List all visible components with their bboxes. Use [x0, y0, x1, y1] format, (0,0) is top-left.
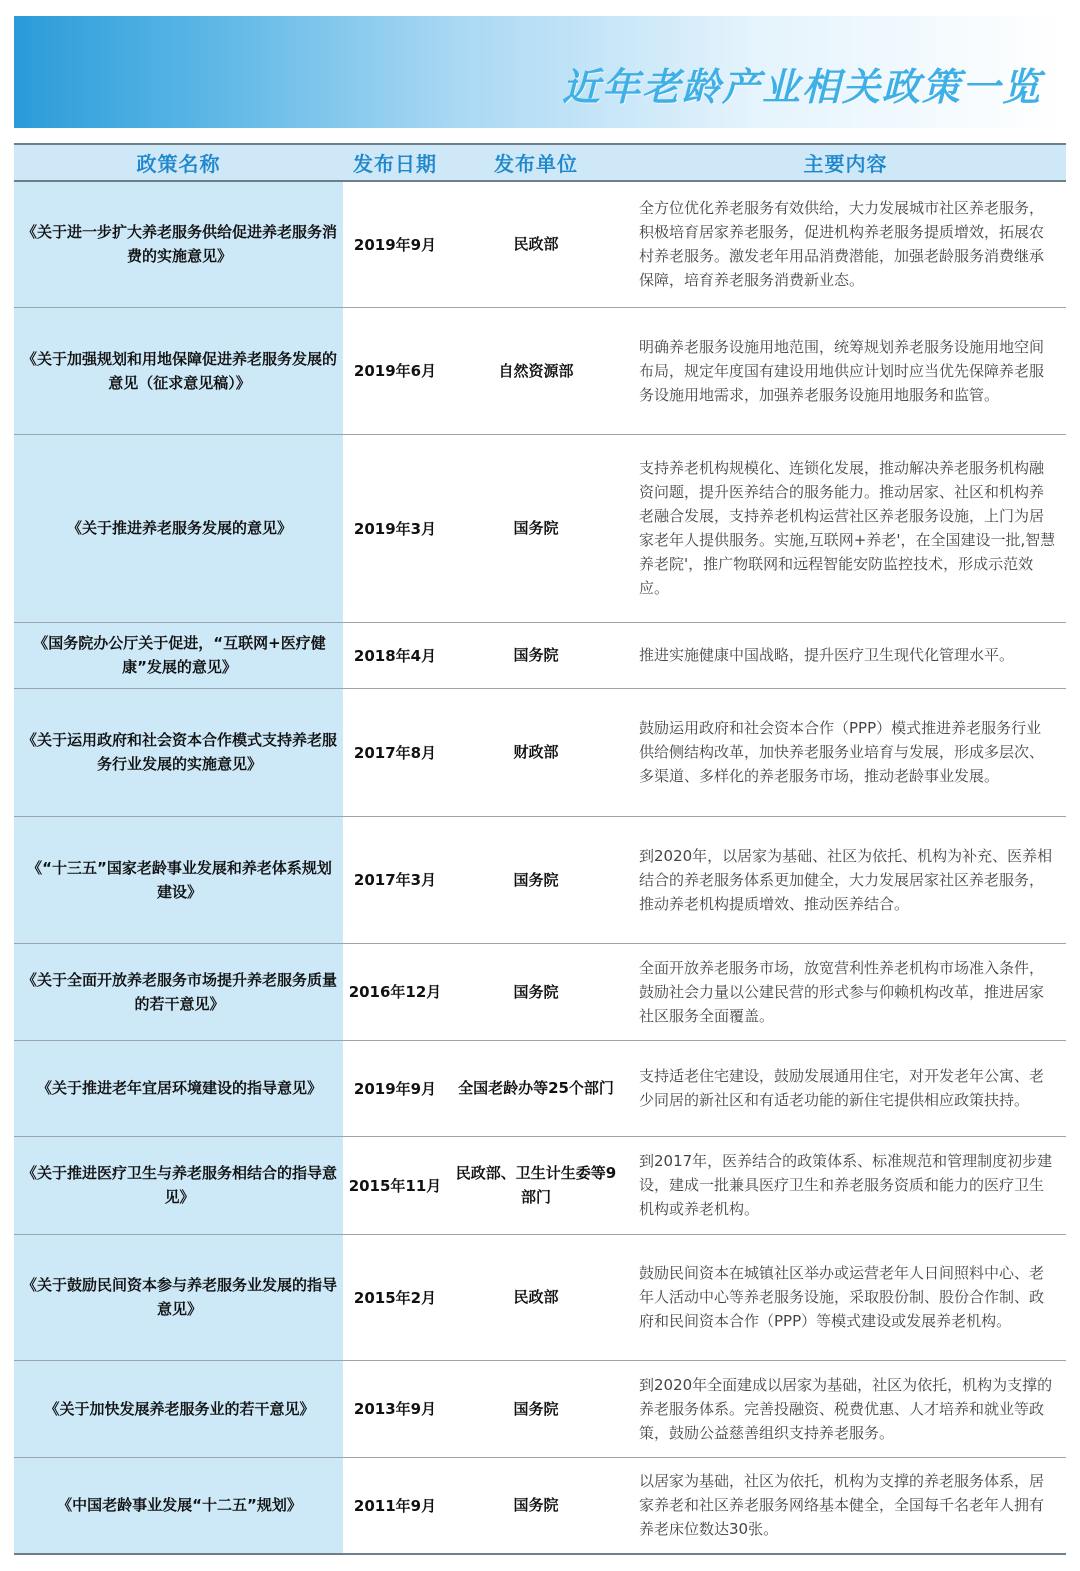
policy-name: 《“十三五”国家老龄事业发展和养老体系规划建设》	[14, 816, 343, 943]
table-row	[14, 1360, 1066, 1457]
policy-name: 《关于推进医疗卫生与养老服务相结合的指导意见》	[14, 1136, 343, 1234]
policy-name: 《关于加快发展养老服务业的若干意见》	[14, 1360, 343, 1457]
table-row	[14, 943, 1066, 1040]
publish-date: 2013年9月	[353, 1400, 437, 1418]
publish-date: 2018年4月	[353, 646, 437, 665]
publisher: 民政部、卫生计生委等9部门	[455, 1164, 617, 1206]
table-row	[14, 1234, 1066, 1360]
table-row	[14, 1136, 1066, 1234]
page-title: 近年老龄产业相关政策一览	[561, 65, 1042, 109]
publisher: 财政部	[513, 743, 559, 761]
table-header-row	[14, 144, 1066, 181]
main-content: 支持适老住宅建设，鼓励发展通用住宅，对开发老年公寓、老少同居的新社区和有适老功能的新住宅提供相应政策扶持。	[639, 1067, 1045, 1109]
publisher: 国务院	[513, 646, 559, 664]
policy-name: 《关于推进养老服务发展的意见》	[14, 434, 343, 622]
publish-date: 2019年9月	[353, 1079, 437, 1098]
title-banner	[14, 16, 1066, 128]
policy-name: 《关于推进老年宜居环境建设的指导意见》	[14, 1040, 343, 1136]
main-content: 推进实施健康中国战略，提升医疗卫生现代化管理水平。	[639, 646, 1015, 664]
main-content: 全方位优化养老服务有效供给，大力发展城市社区养老服务，积极培育居家养老服务，促进机构养老服务提质增效，拓展农村养老服务。激发老年用品消费潜能，加强老龄服务消费继承保障，培育养老服务消费新业态。	[639, 199, 1045, 290]
main-content: 全面开放养老服务市场，放宽营利性养老机构市场准入条件，鼓励社会力量以公建民营的形式参与仰赖机构改革，推进居家社区服务全面覆盖。	[639, 958, 1045, 1025]
policy-table	[14, 143, 1066, 1555]
publish-date: 2011年9月	[353, 1496, 437, 1515]
main-content: 到2020年全面建成以居家为基础，社区为依托，机构为支撑的养老服务体系。完善投融资、税费优惠、人才培养和就业等政策，鼓励公益慈善组织支持养老服务。	[639, 1375, 1053, 1442]
table-row	[14, 816, 1066, 943]
publish-date: 2019年3月	[353, 519, 437, 538]
table-row	[14, 307, 1066, 434]
publish-date: 2015年2月	[353, 1288, 437, 1307]
policy-name: 《关于运用政府和社会资本合作模式支持养老服务行业发展的实施意见》	[14, 688, 343, 816]
publisher: 自然资源部	[498, 361, 574, 380]
policy-name: 《关于全面开放养老服务市场提升养老服务质量的若干意见》	[14, 943, 343, 1040]
table-row	[14, 434, 1066, 622]
main-content: 以居家为基础，社区为依托，机构为支撑的养老服务体系，居家养老和社区养老服务网络基本健全，全国每千名老年人拥有养老床位数达30张。	[639, 1472, 1045, 1539]
publish-date: 2016年12月	[348, 983, 442, 1001]
main-content: 到2017年，医养结合的政策体系、标准规范和管理制度初步建设，建成一批兼具医疗卫生和养老服务资质和能力的医疗卫生机构或养老机构。	[639, 1152, 1053, 1218]
main-content: 鼓励运用政府和社会资本合作（PPP）模式推进养老服务行业 供给侧结构改革，加快养老服务业培育与发展，形成多层次、多渠道、多样化的养老服务市场，推动老龄事业发展。	[639, 719, 1045, 785]
column-header-date: 发布日期	[353, 152, 437, 176]
table-row	[14, 1040, 1066, 1136]
publisher: 全国老龄办等25个部门	[458, 1079, 614, 1097]
table-row	[14, 181, 1066, 307]
publisher: 国务院	[513, 870, 559, 889]
policy-name: 《关于加强规划和用地保障促进养老服务发展的意见（征求意见稿）》	[14, 307, 343, 434]
publisher: 国务院	[513, 519, 559, 537]
publish-date: 2019年9月	[353, 235, 437, 254]
policy-name: 《关于进一步扩大养老服务供给促进养老服务消费的实施意见》	[14, 181, 343, 307]
table-row	[14, 1457, 1066, 1554]
column-header-name: 政策名称	[136, 152, 221, 176]
publisher: 民政部	[513, 1288, 559, 1306]
main-content: 到2020年，以居家为基础、社区为依托、机构为补充、医养相结合的养老服务体系更加健全，大力发展居家社区养老服务，推动养老机构提质增效、推动医养结合。	[639, 846, 1053, 913]
main-content: 明确养老服务设施用地范围，统筹规划养老服务设施用地空间布局，规定年度国有建设用地供应计划时应当优先保障养老服务设施用地需求，加强养老服务设施用地服务和监管。	[639, 337, 1045, 404]
publish-date: 2015年11月	[348, 1176, 442, 1195]
publisher: 国务院	[513, 1496, 559, 1515]
publish-date: 2017年3月	[353, 871, 437, 889]
policy-name: 《中国老龄事业发展“十二五”规划》	[14, 1457, 343, 1554]
main-content: 鼓励民间资本在城镇社区举办或运营老年人日间照料中心、老年人活动中心等养老服务设施，采取股份制、股份合作制、政府和民间资本合作（PPP）等模式建设或发展养老机构。	[639, 1264, 1045, 1330]
publisher: 民政部	[513, 235, 559, 254]
table-row	[14, 622, 1066, 688]
publisher: 国务院	[513, 1399, 559, 1418]
publisher: 国务院	[513, 982, 559, 1001]
policy-name: 《关于鼓励民间资本参与养老服务业发展的指导意见》	[14, 1234, 343, 1360]
main-content: 支持养老机构规模化、连锁化发展，推动解决养老服务机构融资问题，提升医养结合的服务能力。推动居家、社区和机构养老融合发展，支持养老机构运营社区养老服务设施，上门为居家老年人提供服务。实施,互联网+养老'，在全国建设一批,智慧养老院'，推广物联网和远程智能安防监控技术，形成示范效应。	[639, 459, 1056, 597]
column-header-content: 主要内容	[803, 152, 888, 176]
publish-date: 2017年8月	[353, 743, 437, 762]
publish-date: 2019年6月	[353, 362, 437, 380]
column-header-unit: 发布单位	[494, 152, 578, 176]
policy-name: 《国务院办公厅关于促进，“互联网+医疗健康”发展的意见》	[14, 622, 343, 688]
table-row	[14, 688, 1066, 816]
